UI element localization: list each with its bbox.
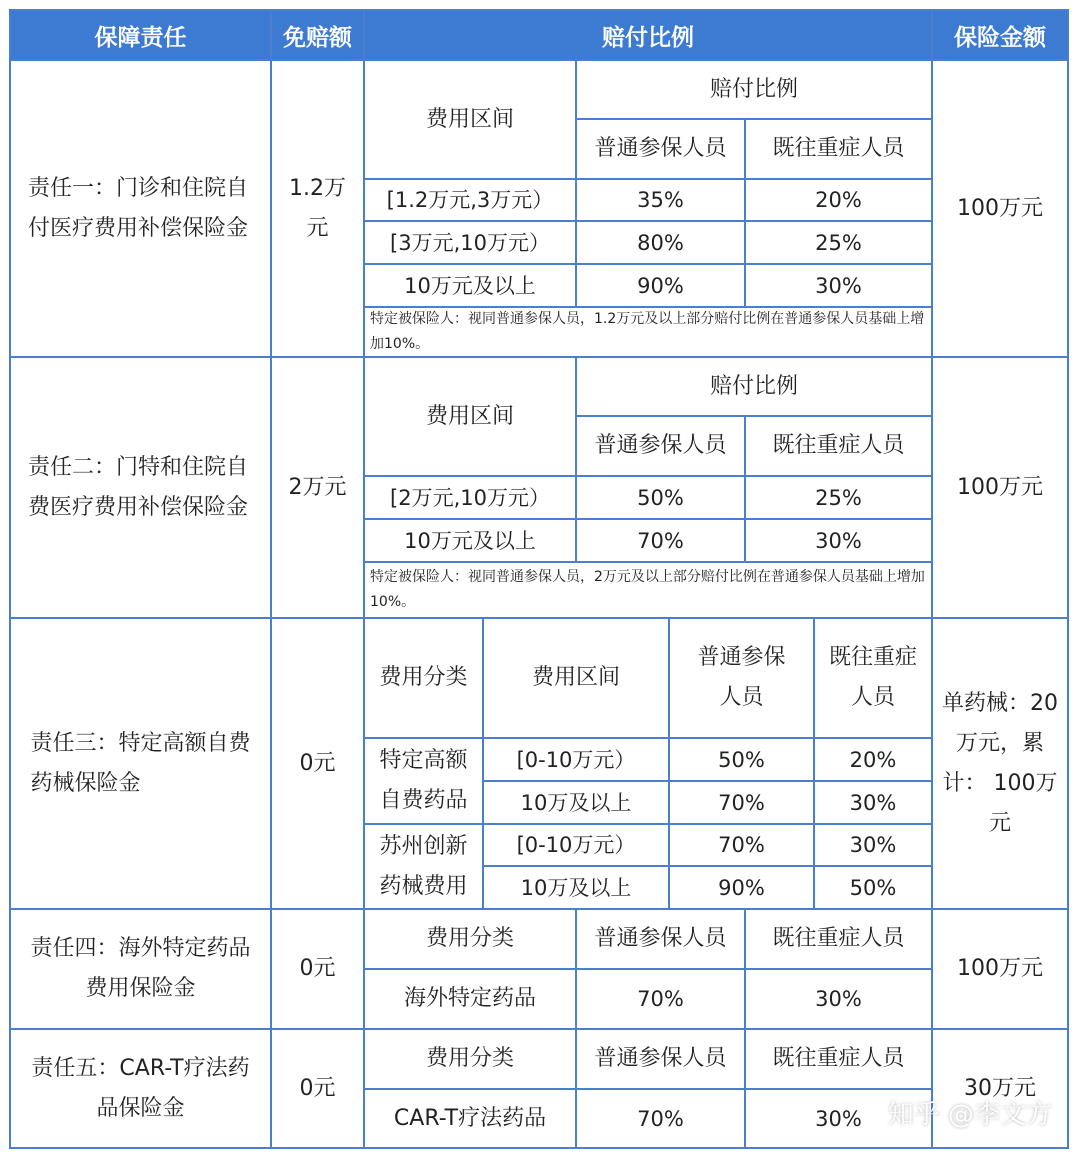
coverage-1-amount: 100万元 (957, 195, 1043, 221)
coverage-3-pre-3: 30% (849, 833, 897, 857)
coverage-4-preexisting-header: 既往重症人员 (772, 926, 905, 951)
coverage-5-item: CAR-T疗法药品 (393, 1105, 547, 1131)
coverage-4-amount: 100万元 (957, 956, 1043, 981)
coverage-4-pre: 30% (815, 987, 862, 1011)
header-coverage-label: 保障责任 (94, 24, 187, 51)
coverage-2-payout-header: 赔付比例 (709, 373, 798, 399)
coverage-5-name: 责任五：CAR-T疗法药 品保险金 (31, 1055, 250, 1121)
coverage-5-preexisting-header: 既往重症人员 (772, 1046, 905, 1071)
coverage-3-amount: 单药械：20 万元，累 计： 100万 元 (942, 690, 1058, 836)
coverage-2-name: 责任二：门特和住院自 费医疗费用补偿保险金 (28, 454, 249, 520)
coverage-3-category-1: 特定高额 自费药品 (379, 748, 468, 813)
coverage-5-deductible: 0元 (299, 1075, 336, 1101)
coverage-3-normal-3: 70% (718, 833, 765, 857)
header-insured-amount-label: 保险金额 (954, 24, 1046, 51)
header-payout-ratio-label: 赔付比例 (602, 24, 694, 51)
coverage-3-range-2: 10万及以上 (520, 790, 632, 815)
coverage-3-category-header: 费用分类 (379, 665, 468, 690)
coverage-4-normal-header: 普通参保人员 (594, 926, 727, 951)
coverage-3-deductible: 0元 (299, 750, 336, 776)
coverage-2-range-2: 10万元及以上 (404, 528, 536, 553)
coverage-2-preexisting-header: 既往重症人员 (772, 433, 905, 458)
coverage-4-item: 海外特定药品 (403, 986, 536, 1011)
watermark: 知乎 @李文方 (887, 1100, 1052, 1130)
coverage-1-range-1: [1.2万元,3万元） (386, 188, 554, 212)
coverage-5-normal: 70% (637, 1106, 684, 1131)
coverage-3-normal-header: 普通参保 人员 (697, 645, 786, 710)
coverage-1-normal-3: 90% (637, 273, 684, 298)
coverage-1-normal-header: 普通参保人员 (594, 136, 727, 161)
coverage-1-deductible: 1.2万 元 (289, 175, 346, 241)
coverage-2-normal-2: 70% (637, 528, 684, 553)
coverage-4-name: 责任四：海外特定药品 费用保险金 (30, 936, 251, 1001)
coverage-4-normal: 70% (637, 987, 684, 1011)
coverage-1-fee-range-header: 费用区间 (425, 106, 514, 132)
coverage-5-amount: 30万元 (964, 1075, 1036, 1101)
coverage-2-fee-range-header: 费用区间 (425, 403, 514, 429)
coverage-5-pre: 30% (815, 1106, 862, 1131)
coverage-2-note: 特定被保险人：视同普通参保人员，2万元及以上部分赔付比例在普通参保人员基础上增加10%。 (370, 569, 925, 610)
coverage-3-normal-4: 90% (718, 875, 765, 900)
header-insured-amount (933, 11, 1067, 59)
coverage-2-range-1: [2万元,10万元） (390, 485, 550, 510)
coverage-5-category-header: 费用分类 (425, 1046, 514, 1071)
coverage-3-pre-4: 50% (849, 875, 897, 900)
coverage-2-normal-1: 50% (637, 485, 684, 510)
header-payout-ratio (365, 11, 931, 59)
coverage-1-pre-3: 30% (815, 273, 862, 298)
coverage-1-normal-2: 80% (637, 230, 684, 255)
coverage-2-pre-2: 30% (815, 528, 862, 553)
coverage-1-pre-1: 20% (815, 188, 862, 212)
coverage-1-normal-1: 35% (637, 188, 684, 212)
coverage-3-pre-1: 20% (849, 747, 897, 772)
coverage-5-normal-header: 普通参保人员 (594, 1046, 727, 1071)
coverage-2-deductible: 2万元 (288, 474, 347, 500)
coverage-1-preexisting-header: 既往重症人员 (772, 136, 905, 161)
coverage-1-pre-2: 25% (815, 230, 862, 255)
coverage-1-payout-header: 赔付比例 (709, 76, 798, 102)
header-deductible (272, 11, 363, 59)
coverage-3-range-4: 10万及以上 (520, 875, 632, 900)
coverage-2-normal-header: 普通参保人员 (594, 433, 727, 458)
coverage-1-name: 责任一：门诊和住院自 付医疗费用补偿保险金 (28, 175, 249, 241)
coverage-3-fee-range-header: 费用区间 (531, 665, 620, 690)
header-coverage (11, 11, 270, 59)
coverage-3-category-2: 苏州创新 药械费用 (379, 833, 468, 899)
header-deductible-label: 免赔额 (283, 24, 352, 51)
coverage-1-range-3: 10万元及以上 (404, 273, 536, 298)
coverage-4-category-header: 费用分类 (425, 926, 514, 951)
coverage-3-preexisting-header: 既往重症 人员 (828, 645, 917, 710)
coverage-2-pre-1: 25% (815, 485, 862, 510)
coverage-4-deductible: 0元 (299, 956, 336, 981)
coverage-1-range-2: [3万元,10万元） (390, 230, 550, 255)
coverage-3-normal-2: 70% (718, 790, 765, 815)
coverage-3-normal-1: 50% (718, 747, 765, 772)
coverage-1-note: 特定被保险人：视同普通参保人员，1.2万元及以上部分赔付比例在普通参保人员基础上增加10%。 (370, 311, 925, 352)
coverage-3-range-1: [0-10万元） (516, 747, 636, 772)
coverage-2-amount: 100万元 (957, 474, 1043, 500)
coverage-3-name: 责任三：特定高额自费 药械保险金 (30, 730, 251, 796)
coverage-3-pre-2: 30% (849, 790, 897, 815)
coverage-3-range-3: [0-10万元） (516, 833, 636, 857)
